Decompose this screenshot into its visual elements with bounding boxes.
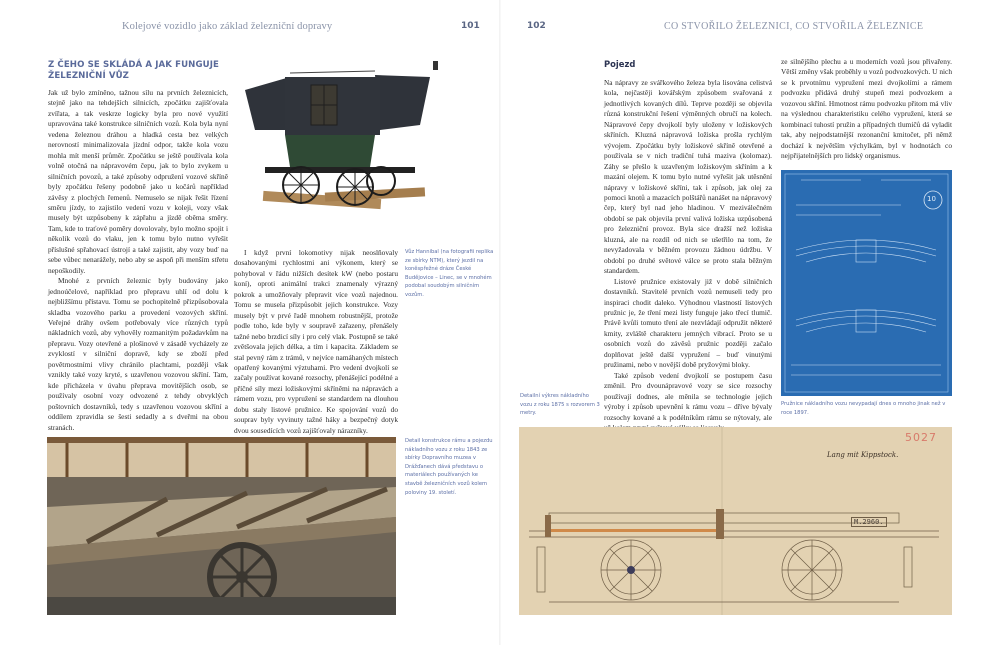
- handwritten-title: Lang mit Kippstock.: [827, 451, 899, 459]
- paragraph: Mnohé z prvních železnic byly budovány jako jednoúčelové, například pro přepravu uhlí od dolu k nejbližšímu přístavu. Tomu se pochopitelně přizpůsobovala skladba vozového parku a provedení vozových skříní. Veřejné dráhy ovšem potřebovaly více různých typů nákladních vozů, aby vyhověly rozmanitým požadavkům na přepravu. Vozy otevřené a plošinové v zásadě vycházely ze zvyklostí v silniční dopravě, kdy se zboží před povětrnostními vlivy chránilo plachtami, později však vznikly také vozy kryté, s uzavřenou vozovou skříní. Tam, kde přicházela v úvahu přeprava movitějších osob, se používaly osobní vozy odvozené z tehdy obvyklých poštovních dostavníků, tedy s uzavřenou vozovou skříní a oddílem zpravidla se šesti sedadly a s dveřmi na obou stranách.: [48, 276, 228, 432]
- carriage-caption: Vůz Hannibal (na fotografii replika ze sbírky NTM), který jezdil na koněspřežné dráze České Budějovice – Linec, se v mnohém podobal soudobým silničním vozům.: [405, 249, 494, 298]
- paragraph: I když první lokomotivy nijak neoslňovaly dosahovanými rychlostmi ani výkonem, který se pohyboval v řádu nižších desítek kW (nebo postaru koní), oproti animální trakci znamenaly výrazný pokrok a umožňovaly přepravit více vozů najednou. Tomu se musela přizpůsobit jejich konstrukce. Vozy musely být v prvé řadě mnohem robustnější, protože podle toho, kde byly v soupravě zařazeny, přenášely tažné nebo brzdicí síly i pro celý vlak. Postupně se také zvětšovala jejich délka, a tím i kapacita. Základem se stal pevný rám z trámů, v nejvíce namáhaných místech opatřený kovanými výztuhami. Pro vedení dvojkolí se začaly používat kované rozsochy, přenášející podélné a příčné síly mezi ložiskovými skříněmi na nápravách a rámem vozu, pro vypružení se standardem na dlouhou dobu staly listové pružnice. Ke spojování vozů do souprav byly vyvinuty tažné háky a bezpečný dotyk dvou sousedících vozů zajišťovaly nárazníky.: [234, 248, 398, 435]
- section-heading-line-1: Z ČEHO SE SKLÁDÁ A JAK FUNGUJE: [48, 60, 219, 70]
- blueprint-illustration: [781, 170, 952, 396]
- paragraph: ze silnějšího plechu a u moderních vozů jsou přivařeny. Větší změny však proběhly u vozů podvozkových. U nich se k prvotnímu vypružení mezi dvojkolími a rámem podvozku přidává druhý stupeň mezi podvozkem a vozovou skříní. Hmotnost rámu podvozku přitom má vliv na výslednou charakteristiku celého vypružení, která se kombinací tuhostí pružin a případných tlumičů dá vyladit tak, aby nejpodstatnější rezonanční kmitočet, při němž dochází k největším výchylkám, byl v hodnotách co nejpřijatelnějších pro lidský organismus.: [781, 57, 952, 161]
- blueprint-stamp: 10: [927, 195, 936, 203]
- page-number-left: 101: [461, 21, 480, 31]
- carriage-photo: [235, 55, 465, 227]
- left-column-1: [48, 88, 228, 433]
- sheet-number: 5027: [905, 431, 937, 444]
- section-heading: [48, 60, 228, 82]
- paragraph: Také způsob vedení dvojkolí se postupem času změnil. Pro dvounápravové vozy se sice rozsochy používají dodnes, ale měnila se technologie jejich výroby i způsob upevnění k rámu vozu – dříve bývaly rozsochy kované a k podélníkům rámu se nýtovaly, ale: [604, 370, 772, 422]
- paragraph: Listové pružnice existovaly již v době silničních dostavníků. Stavitelé prvních vozů nemuseli tedy pro inspiraci chodit daleko. Výhodnou vlastností listových pružnic je, že tření mezi listy funguje jako třecí tlumič. Právě kvůli tomuto tření ale nezvládají odpružit některé kmity, zvláště charakteru jemných vibrací. Proto se u osobních vozů do závěsů pružnic později začalo doplňovat ještě další vypružení – buď vinutými pružinami, nebo v novější době pryžovými bloky.: [604, 276, 772, 370]
- drawing-caption: Detailní výkres nákladního vozu z roku 1875 s rozvorem 3 metry.: [520, 393, 600, 417]
- running-head-right: CO STVOŘILO ŽELEZNICI, CO STVOŘILA ŽELEZNICE: [664, 21, 924, 32]
- right-column-2: [781, 57, 952, 162]
- drawing-photo: [519, 427, 952, 615]
- frame-caption: Detail konstrukce rámu a pojezdu nákladního vozu z roku 1843 ze sbírky Dopravního muzea v Drážďanech dává představu o materiálech používaných ke stavbě železničních vozů kolem poloviny 19. století.: [405, 438, 493, 496]
- gutter: [499, 0, 501, 645]
- subheading-pojezd: Pojezd: [604, 59, 636, 69]
- running-head-left: Kolejové vozidlo jako základ železniční dopravy: [122, 21, 333, 32]
- right-column-1: [604, 78, 772, 433]
- left-column-2: [234, 248, 398, 436]
- page-number-right: 102: [527, 21, 546, 31]
- paragraph: Na nápravy ze svářkového železa byla lisována celistvá kola, nejčastěji kovářským způsobem svařovaná z jednotlivých kovaných dílů. Teprve později se objevila různá konstrukční řešení výměnných obručí na kolech. Nápravové čepy dvojkolí byly uloženy v ložiskových skříních. Kluzná nápravová ložiska prošla rychlým vývojem. Zpočátku byly ložiskové skříně otevřené a používala se v nich tradiční tuhá maziva (kolomaz). Záhy se přešlo k uzavřeným ložiskovým skříním a k mazání olejem. K tomu bylo nutné vyřešit jak utěsnění nápravy v ložiskové skříni, tak i způsob, jak olej za pomoci knotů a mazacích polštářů nanášet na nápravový čep, který byl nad jeho hladinou. V meziválečném období se pak objevila první valivá ložiska uzpůsobená pro železniční provoz. Byla sice dražší než ložiska kluzná, ale na rozdíl od nich se ušetřilo na tom, že nevyžadovala v běžném provozu žádnou údržbu. V období po druhé světové válce se proto stala běžným standardem.: [604, 78, 772, 276]
- frame-illustration: [47, 437, 396, 615]
- section-heading-line-2: ŽELEZNIČNÍ VŮZ: [48, 71, 130, 81]
- wagon-code: M.2960.: [851, 517, 887, 527]
- frame-photo: [47, 437, 396, 615]
- carriage-illustration: [235, 55, 465, 227]
- blueprint-photo: [781, 170, 952, 396]
- paragraph: Jak už bylo zmíněno, tažnou sílu na prvních železnicích, stejně jako na tehdejších silnicích, zpočátku zajišťovala zvířata, a tak veskrze logicky byla pro nové využití upravována také konstrukce silničních vozů. Kola byla nyní vedena železnou dráhou a hladká cesta bez velkých nerovností minimalizovala jízdní odpor, takže kola vozu mohla mít menší průměr. Zpočátku se ještě používala kola volně otočná na nápravovém čepu, jak to bylo zvykem u silničních povozů, a také způsoby odpružení vozové skříně byly zpočátku řešeny podobně jako u kočárů například závěsy z plochých řemenů. Nemuselo se nijak řešit řízení směru jízdy, to zajistilo vedení vozu v koleji, vozy však musely být uzpůsobeny k zápřahu a jízdě oběma směry. Tam, kde to traťové poměry dovolovaly, bylo možno spojit i několik vozů do vlaku, jen k tomu bylo nutno vyřešit příslušné spřahovací ústrojí a také zajistit, aby vozy buď na sebe vůbec nenarážely, nebo aby se aspoň při menším střetu nepoškodily.: [48, 88, 228, 275]
- blueprint-caption: Pružnice nákladního vozu nevypadají dnes o mnoho jinak než v roce 1897.: [781, 401, 946, 416]
